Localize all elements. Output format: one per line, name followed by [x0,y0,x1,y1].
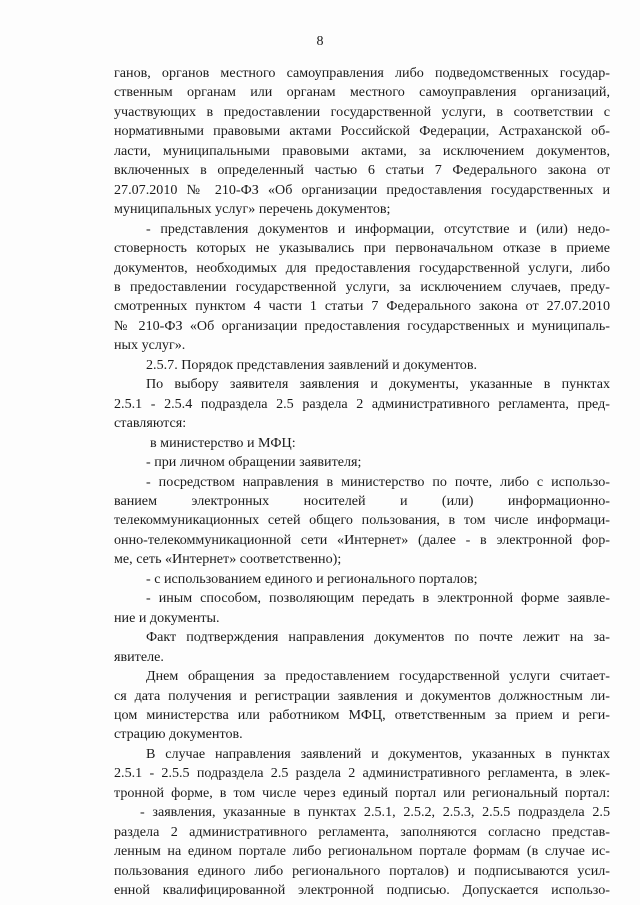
text-line: Днем обращения за предоставлением государственной услуги считает- [146,668,610,685]
text-line: № 210-ФЗ «Об организации предоставления государственных и муниципаль- [114,317,610,334]
text-line: ся дата получения и регистрации заявления и документов должностным ли- [114,687,610,704]
text-line: ме, сеть «Интернет» соответственно); [114,551,342,568]
text-line: - при личном обращении заявителя; [146,454,362,471]
text-line: По выбору заявителя заявления и документы, указанные в пунктах [146,376,610,393]
text-line: 2.5.1 - 2.5.5 подраздела 2.5 раздела 2 административного регламента, в элек- [114,765,610,782]
text-line: - посредством направления в министерство по почте, либо с использо- [146,473,610,490]
text-line: В случае направления заявлений и документов, указанных в пунктах [146,745,610,762]
text-line: тронной форме, в том числе через единый портал или региональный портал: [114,784,610,801]
text-line: участвующих в предоставлении государственной услуги, в соответствии с [114,103,610,120]
text-line: ственным органам или органам местного самоуправления организаций, [114,84,610,101]
document-body [114,64,610,900]
text-line: Факт подтверждения направления документов по почте лежит на за- [146,629,610,646]
text-line: 2.5.1 - 2.5.4 подраздела 2.5 раздела 2 административного регламента, пред- [114,395,610,412]
text-line: ласти, муниципальными правовыми актами, за исключением документов, [114,142,610,159]
text-line: - представления документов и информации, отсутствие и (или) недо- [146,220,610,237]
text-line: стоверность которых не указывались при первоначальном отказе в приеме [114,240,610,257]
text-line: 27.07.2010 № 210-ФЗ «Об организации предоставления государственных и [114,181,610,198]
text-line: енной квалифицированной электронной подписью. Допускается использо- [114,882,610,899]
text-line: 2.5.7. Порядок представления заявлений и документов. [146,356,478,373]
text-line: пользования единого либо регионального порталов) и подписываются усил- [114,862,610,879]
text-line: нормативными правовыми актами Российской Федерации, Астраханской об- [114,123,610,140]
text-line: - с использованием единого и регионального порталов; [146,570,478,587]
text-line: страцию документов. [114,726,243,743]
text-line: онно-телекоммуникационной сети «Интернет» (далее - в электронной фор- [114,531,610,548]
text-line: включенных в определенный частью 6 статьи 7 Федерального закона от [114,162,610,179]
text-line: явителе. [114,648,164,665]
page-number: 8 [316,34,324,49]
text-line: ленным на едином портале либо региональном портале формам (в случае ис- [114,843,610,860]
text-line: ставляются: [114,415,187,432]
text-line: ние и документы. [114,609,220,626]
text-line: - заявления, указанные в пунктах 2.5.1, 2.5.2, 2.5.3, 2.5.5 подраздела 2.5 [140,804,610,821]
text-line: ных услуг». [114,337,186,354]
text-line: цом министерства или работником МФЦ, ответственным за прием и реги- [114,706,610,723]
text-line: телекоммуникационных сетей общего пользования, в том числе информаци- [114,512,610,529]
text-line: в министерство и МФЦ: [150,434,296,451]
text-line: документов, необходимых для предоставления государственной услуги, либо [114,259,610,276]
text-line: смотренных пунктом 4 части 1 статьи 7 Федерального закона от 27.07.2010 [114,298,610,315]
text-line: раздела 2 административного регламента, заполняются согласно представ- [114,823,610,840]
text-line: - иным способом, позволяющим передать в электронной форме заявле- [146,590,610,607]
text-line: в предоставлении государственной услуги, за исключением случаев, преду- [114,278,610,295]
text-line: ганов, органов местного самоуправления либо подведомственных государ- [114,65,610,81]
text-line: муниципальных услуг» перечень документов; [114,201,391,218]
text-line: ванием электронных носителей и (или) информационно- [114,492,610,509]
